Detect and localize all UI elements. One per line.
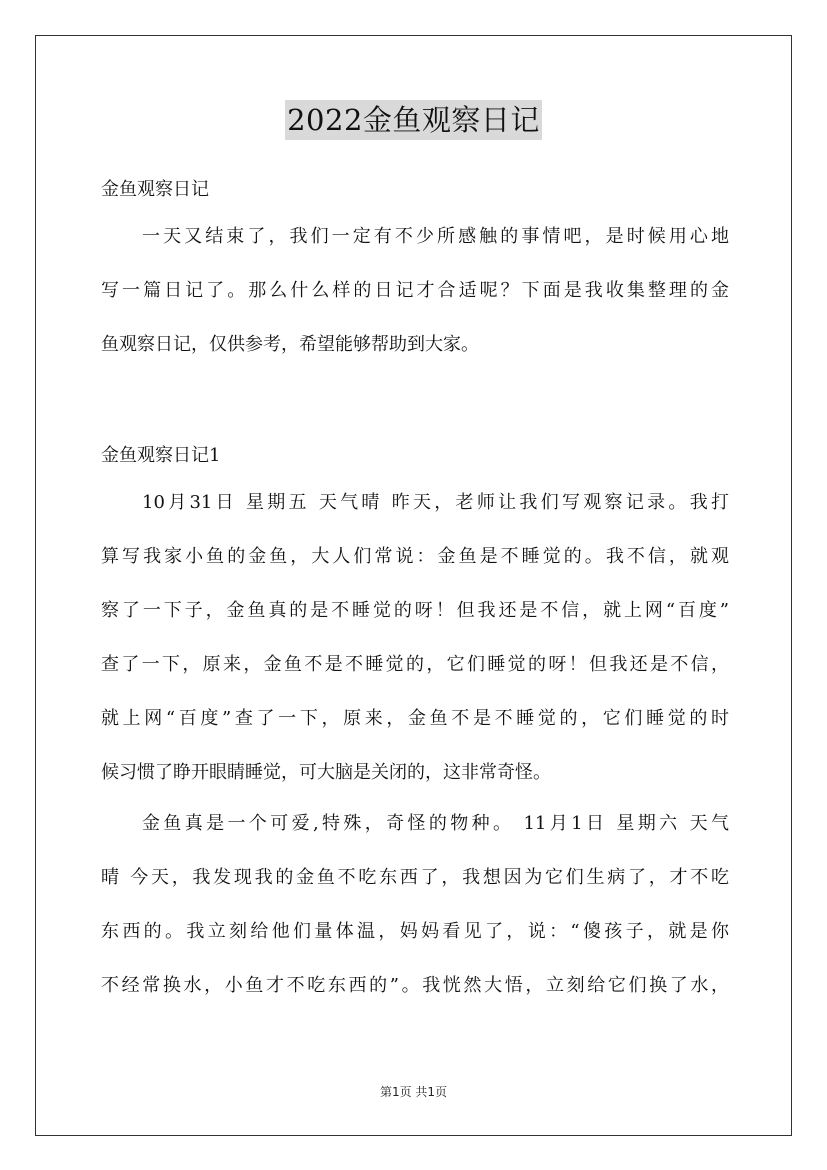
document-title: 2022金鱼观察日记 xyxy=(285,100,542,140)
diary-line: 算写我家小鱼的金鱼，大人们常说：金鱼是不睡觉的。我不信，就观 xyxy=(101,546,729,567)
title-container xyxy=(0,100,827,140)
section-gap xyxy=(101,382,729,442)
diary-line: 查了一下，原来，金鱼不是不睡觉的，它们睡觉的呀！但我还是不信， xyxy=(101,654,729,675)
intro-line: 鱼观察日记，仅供参考，希望能够帮助到大家。 xyxy=(101,334,479,355)
intro-line: 写一篇日记了。那么什么样的日记才合适呢？下面是我收集整理的金 xyxy=(101,280,729,301)
diary-paragraph-1 xyxy=(101,489,729,786)
diary-paragraph-2 xyxy=(101,810,729,999)
section-heading-intro: 金鱼观察日记 xyxy=(101,179,209,200)
diary-line: 不经常换水，小鱼才不吃东西的”。我恍然大悟，立刻给它们换了水， xyxy=(101,975,729,996)
document-body xyxy=(101,176,729,1023)
diary-line: 金鱼真是一个可爱,特殊，奇怪的物种。 11月1日 星期六 天气 xyxy=(142,813,729,834)
diary-line: 东西的。我立刻给他们量体温，妈妈看见了，说：“傻孩子，就是你 xyxy=(101,921,729,942)
diary-line: 就上网“百度”查了一下，原来，金鱼不是不睡觉的，它们睡觉的时 xyxy=(101,708,729,729)
diary-line: 候习惯了睁开眼睛睡觉，可大脑是关闭的，这非常奇怪。 xyxy=(101,762,551,783)
intro-line: 一天又结束了，我们一定有不少所感触的事情吧，是时候用心地 xyxy=(142,226,729,247)
diary-line: 晴 今天，我发现我的金鱼不吃东西了，我想因为它们生病了，才不吃 xyxy=(101,867,729,888)
intro-paragraph xyxy=(101,223,729,358)
page-number: 第1页 共1页 xyxy=(379,1085,448,1099)
section-heading-diary-1: 金鱼观察日记1 xyxy=(101,445,221,466)
diary-line: 10月31日 星期五 天气晴 昨天，老师让我们写观察记录。我打 xyxy=(142,492,729,513)
page-footer xyxy=(0,1083,827,1100)
diary-line: 察了一下子，金鱼真的是不睡觉的呀！但我还是不信，就上网“百度” xyxy=(101,600,729,621)
